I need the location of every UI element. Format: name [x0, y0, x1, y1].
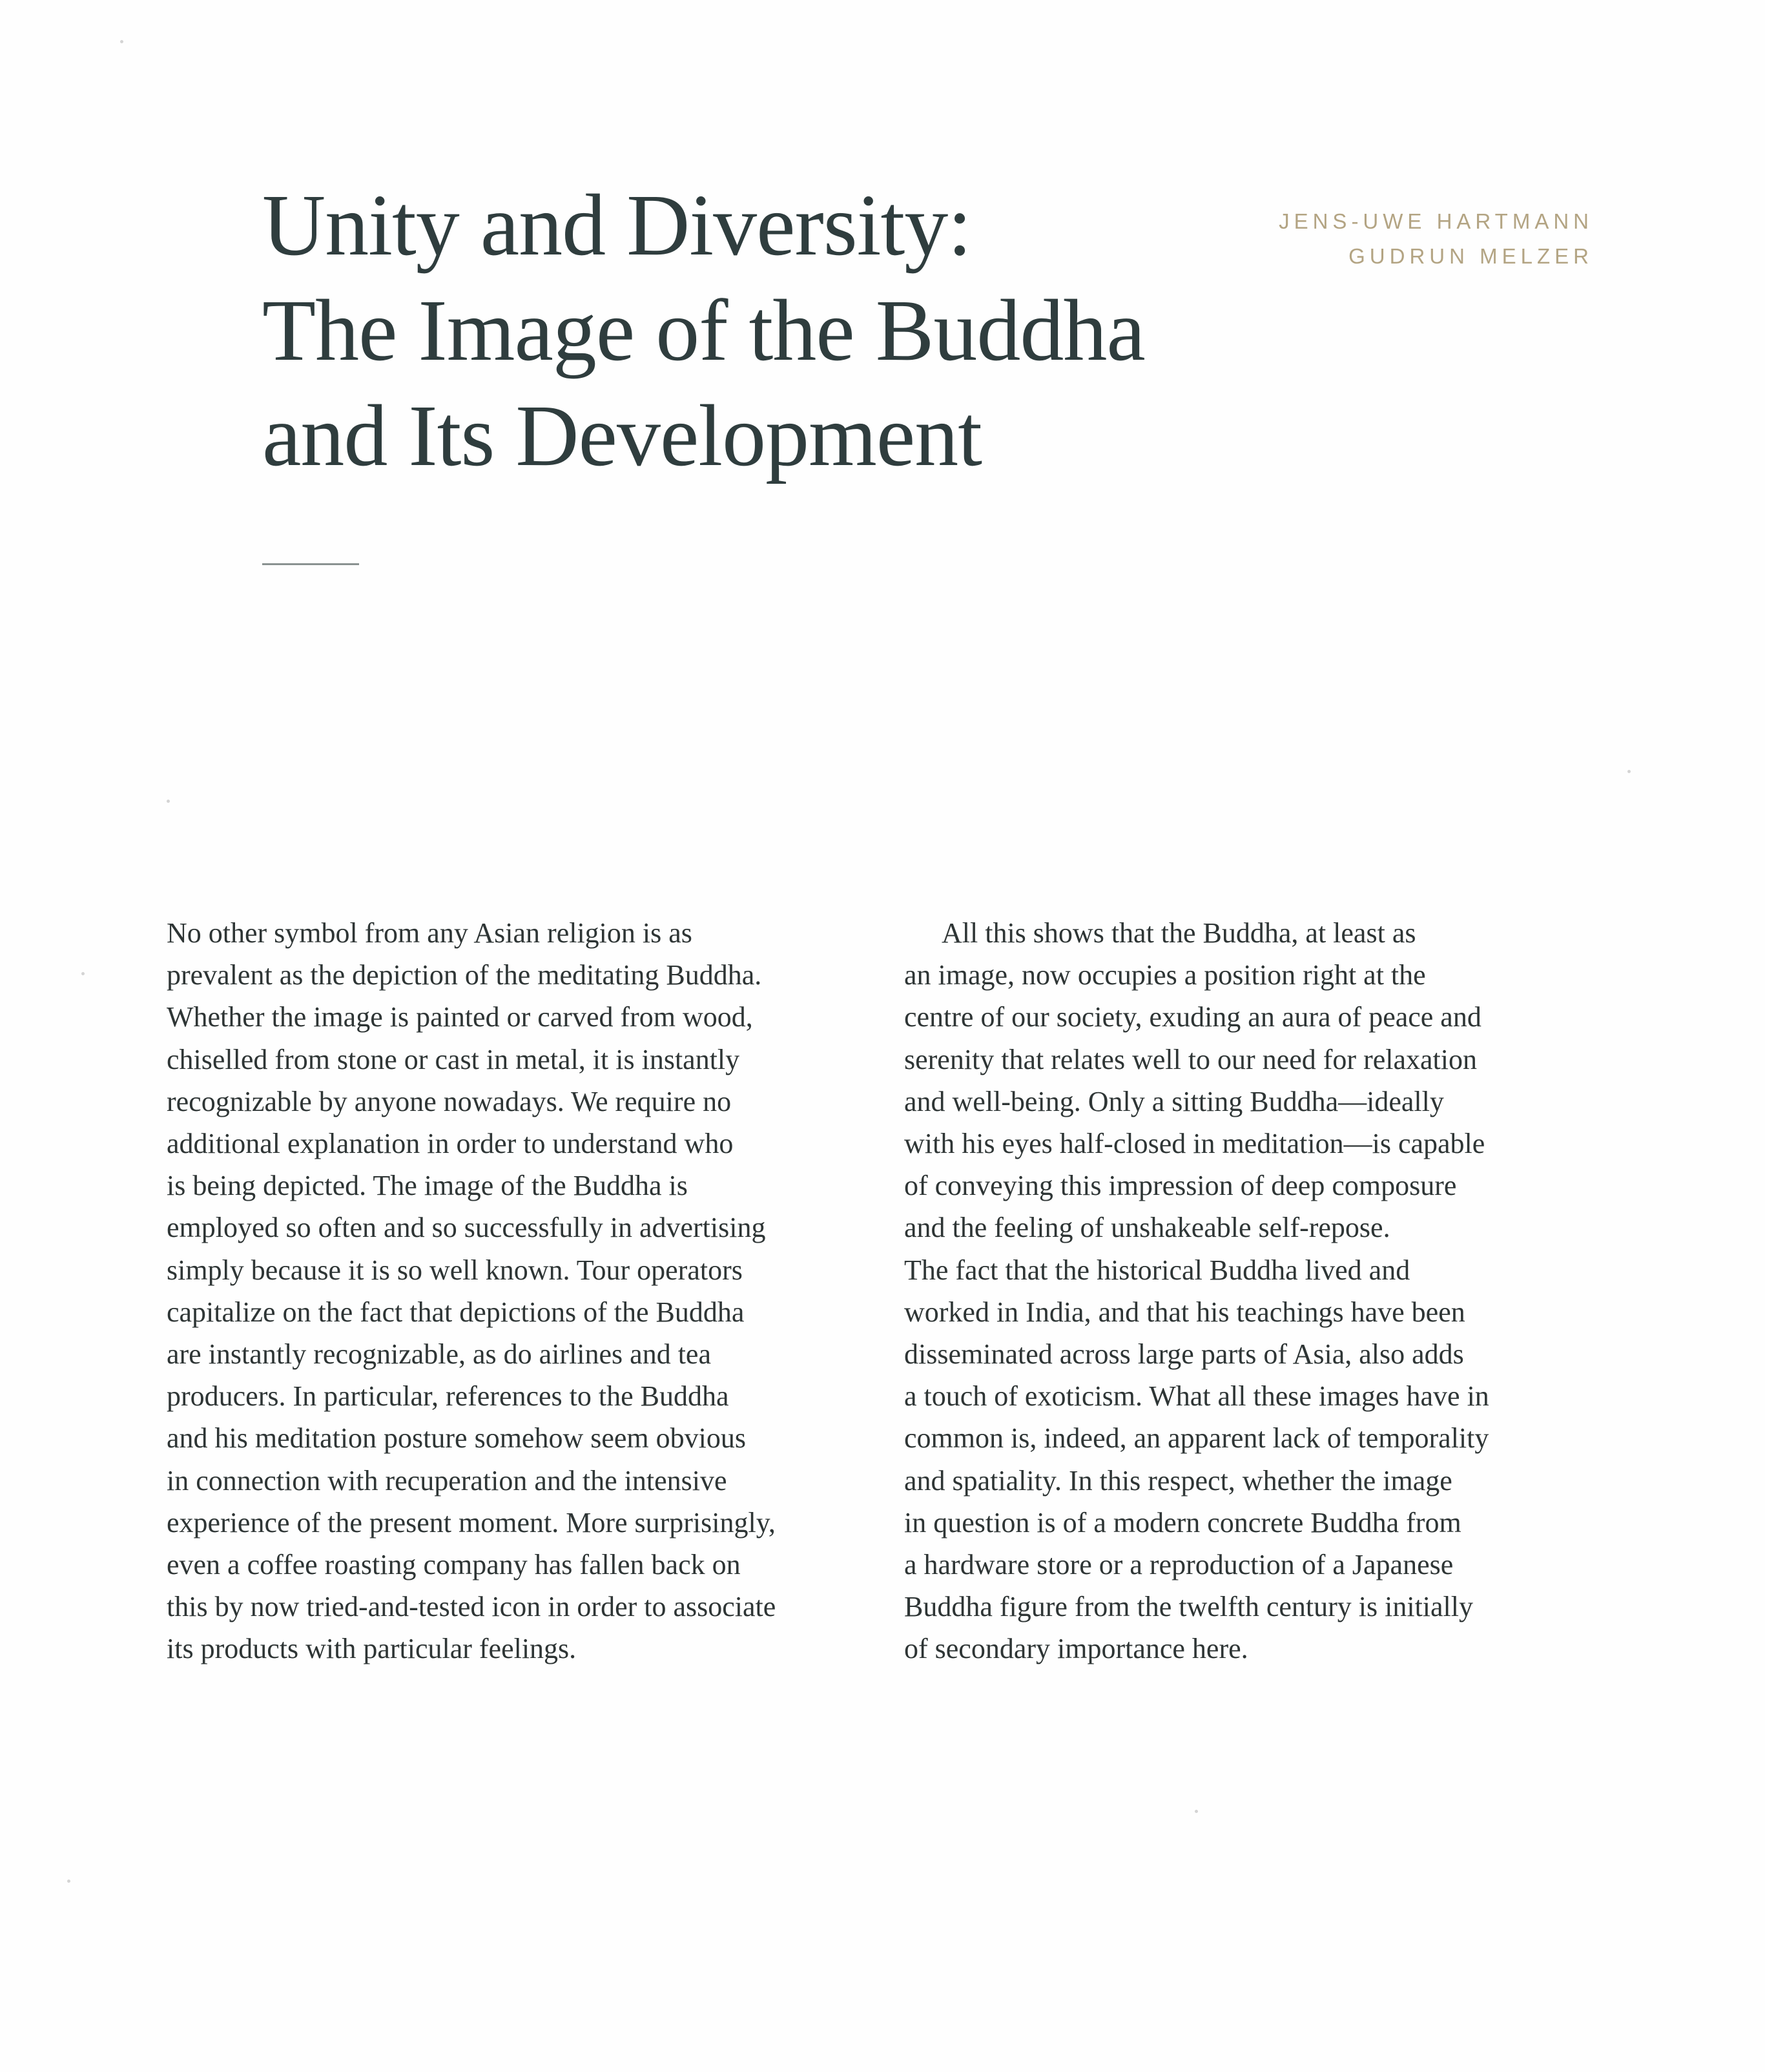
- title-line: Unity and Diversity:: [262, 177, 972, 274]
- text-line: serenity that relates well to our need for relaxation: [904, 1043, 1477, 1075]
- text-line: producers. In particular, references to the Buddha: [167, 1380, 729, 1413]
- scan-speck: [81, 972, 85, 975]
- text-line: are instantly recognizable, as do airlines and tea: [167, 1338, 711, 1371]
- text-line: a touch of exoticism. What all these images have in: [904, 1380, 1489, 1413]
- scan-speck: [1195, 1810, 1198, 1813]
- text-line: of conveying this impression of deep composure: [904, 1170, 1457, 1202]
- text-line: centre of our society, exuding an aura of peace and: [904, 1001, 1481, 1033]
- title-line: The Image of the Buddha: [262, 282, 1145, 379]
- text-line: prevalent as the depiction of the meditating Buddha.: [167, 959, 762, 991]
- text-line: capitalize on the fact that depictions of the Buddha: [167, 1296, 745, 1328]
- author-name: JENS-UWE HARTMANN: [1279, 209, 1593, 233]
- text-line: and spatiality. In this respect, whether the image: [904, 1464, 1452, 1497]
- text-line: and the feeling of unshakeable self-repose.: [904, 1212, 1390, 1244]
- text-line: in connection with recuperation and the intensive: [167, 1464, 727, 1497]
- text-line: Buddha figure from the twelfth century is initially: [904, 1591, 1474, 1623]
- scan-speck: [1627, 770, 1631, 773]
- author-name: GUDRUN MELZER: [1348, 244, 1593, 268]
- text-line: recognizable by anyone nowadays. We require no: [167, 1085, 732, 1117]
- text-line: common is, indeed, an apparent lack of temporality: [904, 1422, 1489, 1455]
- text-line: No other symbol from any Asian religion is as: [167, 917, 692, 949]
- author-list: [1279, 204, 1593, 274]
- text-line: disseminated across large parts of Asia, also adds: [904, 1338, 1464, 1371]
- text-line: is being depicted. The image of the Buddha is: [167, 1170, 688, 1202]
- text-line: this by now tried-and-tested icon in order to associate: [167, 1591, 776, 1623]
- text-line: in question is of a modern concrete Buddha from: [904, 1506, 1461, 1538]
- text-line: All this shows that the Buddha, at least as: [942, 917, 1416, 949]
- text-line: additional explanation in order to understand who: [167, 1128, 734, 1160]
- text-line: and his meditation posture somehow seem obvious: [167, 1422, 746, 1455]
- title-line: and Its Development: [262, 388, 982, 484]
- scan-speck: [67, 1880, 70, 1883]
- text-line: The fact that the historical Buddha lived and: [904, 1254, 1410, 1286]
- title-divider: [262, 563, 359, 565]
- body-column-right: [904, 912, 1602, 1670]
- text-line: with his eyes half-closed in meditation—is capable: [904, 1128, 1485, 1160]
- body-column-left: [167, 912, 864, 1670]
- text-line: chiselled from stone or cast in metal, it is instantly: [167, 1043, 740, 1075]
- text-line: an image, now occupies a position right at the: [904, 959, 1426, 991]
- text-line: experience of the present moment. More surprisingly,: [167, 1506, 776, 1538]
- text-line: worked in India, and that his teachings have been: [904, 1296, 1465, 1328]
- text-line: simply because it is so well known. Tour operators: [167, 1254, 743, 1286]
- scan-speck: [120, 40, 123, 43]
- scan-speck: [167, 800, 170, 803]
- text-line: even a coffee roasting company has fallen back on: [167, 1549, 741, 1581]
- text-line: employed so often and so successfully in advertising: [167, 1212, 766, 1244]
- text-line: Whether the image is painted or carved from wood,: [167, 1001, 753, 1033]
- text-line: and well-being. Only a sitting Buddha—ideally: [904, 1085, 1444, 1117]
- text-line: of secondary importance here.: [904, 1633, 1248, 1665]
- article-title: [262, 173, 1295, 489]
- text-line: its products with particular feelings.: [167, 1633, 577, 1665]
- text-line: a hardware store or a reproduction of a Japanese: [904, 1549, 1454, 1581]
